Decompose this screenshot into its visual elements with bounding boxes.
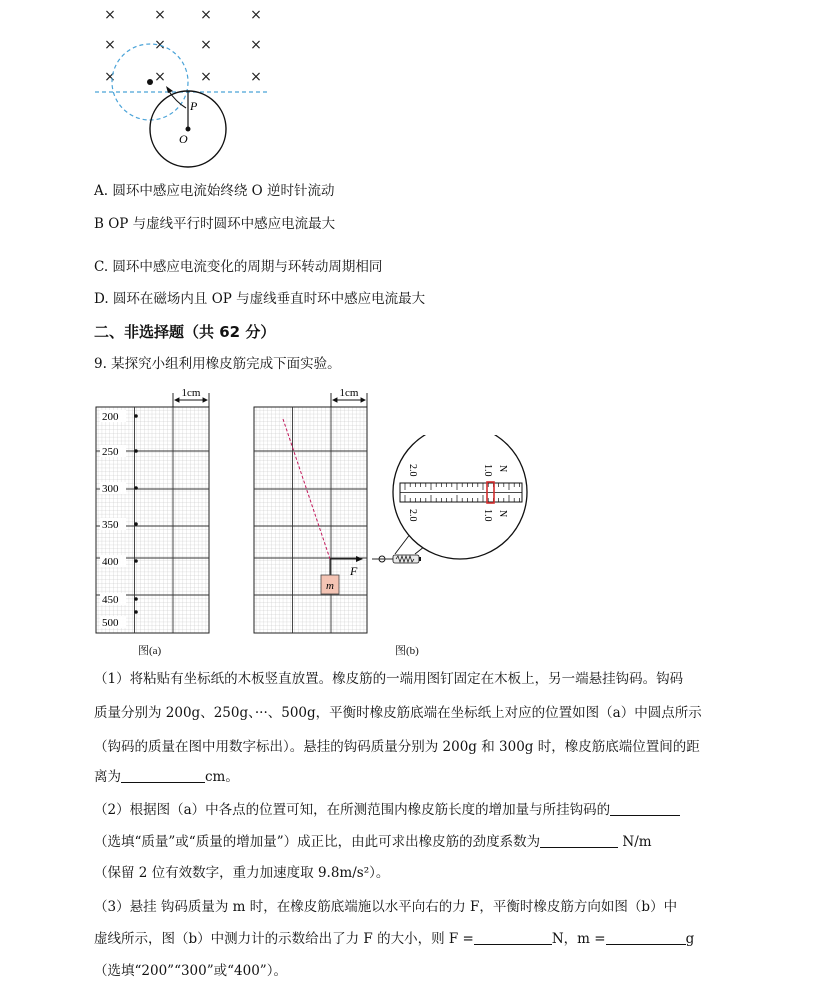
- part2-line2-prefix: （选填“质量”或“质量的增加量”）成正比，由此可求出橡皮筋的劲度系数为: [94, 834, 541, 850]
- part2-line2-unit: N/m: [622, 834, 652, 850]
- position-dot-400: [134, 559, 138, 563]
- gauge-bottom-right-number: 1.0: [482, 509, 493, 522]
- tick-label-300: 300: [102, 483, 119, 495]
- part3-line2-mid: N，m =: [551, 931, 606, 947]
- answer-blank-quantity[interactable]: [610, 801, 680, 816]
- label-o: O: [179, 132, 188, 146]
- option-c: C. 圆环中感应电流变化的周期与环转动周期相同: [94, 259, 383, 275]
- position-dot-300: [134, 486, 138, 490]
- answer-blank-mass[interactable]: [606, 930, 686, 945]
- tick-label-450: 450: [102, 594, 119, 606]
- force-label: F: [350, 564, 358, 578]
- part2-line1-text: （2）根据图（a）中各点的位置可知，在所测范围内橡皮筋长度的增加量与所挂钩码的: [94, 802, 611, 818]
- field-cross: ×: [154, 69, 166, 85]
- part3-line2-prefix: 虚线所示，图（b）中测力计的示数给出了力 F 的大小，则 F =: [94, 931, 474, 947]
- part2-line1: [94, 801, 680, 819]
- point-o-dot: [186, 127, 191, 132]
- tick-label-400: 400: [102, 556, 119, 568]
- section-heading: 二、非选择题（共 62 分）: [94, 323, 276, 341]
- gauge-top-left-number: 2.0: [407, 464, 418, 477]
- answer-blank-stiffness[interactable]: [540, 833, 618, 848]
- option-b: B OP 与虚线平行时圆环中感应电流最大: [94, 216, 336, 232]
- field-cross: ×: [250, 37, 262, 53]
- part2-line2: [94, 833, 652, 851]
- part1-line4: [94, 768, 239, 786]
- question-9-intro: 9. 某探究小组利用橡皮筋完成下面实验。: [94, 356, 341, 372]
- gauge-top-right-number: 1.0: [482, 464, 493, 477]
- answer-blank-distance[interactable]: [121, 768, 205, 783]
- field-cross: ×: [250, 69, 262, 85]
- scale-label: 1cm: [181, 387, 201, 399]
- position-dot-450: [134, 597, 138, 601]
- part1-line4-prefix: 离为: [94, 769, 121, 785]
- figure-a-caption: 图(a): [138, 645, 162, 657]
- position-dot-500: [134, 610, 138, 614]
- field-cross: ×: [154, 7, 166, 23]
- orbit-center-dot: [147, 79, 153, 85]
- part1-line2: 质量分别为 200g、250g、···、500g，平衡时橡皮筋底端在坐标纸上对应的位置如图（a）中圆点所示: [94, 705, 702, 721]
- part3-line2: [94, 930, 694, 948]
- gauge-top-unit: N: [497, 465, 508, 473]
- field-cross: ×: [154, 37, 166, 53]
- top-figure: [90, 0, 280, 172]
- answer-blank-force[interactable]: [474, 930, 552, 945]
- gauge-bottom-unit: N: [497, 510, 508, 518]
- gauge-bottom-left-number: 2.0: [407, 509, 418, 522]
- field-cross: ×: [200, 7, 212, 23]
- magnetic-field-crosses: [104, 7, 262, 85]
- field-cross: ×: [200, 37, 212, 53]
- tick-label-350: 350: [102, 519, 119, 531]
- field-cross: ×: [104, 7, 116, 23]
- position-dot-200: [134, 414, 138, 418]
- part2-line3: （保留 2 位有效数字，重力加速度取 9.8m/s²）。: [94, 865, 390, 881]
- tick-label-200: 200: [102, 411, 119, 423]
- tick-label-250: 250: [102, 446, 119, 458]
- part3-line3: （选填“200”“300”或“400”）。: [94, 963, 287, 979]
- figure-a-grid-paper: [94, 383, 214, 635]
- position-dot-350: [134, 522, 138, 526]
- field-cross: ×: [104, 37, 116, 53]
- part3-line2-suffix: g: [685, 931, 695, 947]
- tick-label-500: 500: [102, 617, 119, 629]
- scale-label: 1cm: [339, 387, 359, 399]
- part1-line4-suffix: cm。: [205, 769, 239, 785]
- part1-line3: （钩码的质量在图中用数字标出）。悬挂的钩码质量分别为 200g 和 300g 时，橡皮筋底端位置间的距: [94, 739, 700, 755]
- part3-line1: （3）悬挂 钩码质量为 m 时，在橡皮筋底端施以水平向右的力 F，平衡时橡皮筋方向如图（b）中: [94, 899, 678, 915]
- label-p: P: [190, 99, 198, 113]
- option-d: D. 圆环在磁场内且 OP 与虚线垂直时环中感应电流最大: [94, 291, 426, 307]
- field-cross: ×: [200, 69, 212, 85]
- mass-label: m: [326, 580, 334, 592]
- field-cross: ×: [104, 69, 116, 85]
- option-a: A. 圆环中感应电流始终绕 O 逆时针流动: [94, 183, 335, 199]
- spring-scale-figure: [365, 435, 535, 570]
- figure-b-caption: 图(b): [395, 645, 419, 657]
- position-dot-250: [134, 449, 138, 453]
- field-cross: ×: [250, 7, 262, 23]
- figure-b-grid-paper: [252, 383, 372, 635]
- part1-line1: （1）将粘贴有坐标纸的木板竖直放置。橡皮筋的一端用图钉固定在木板上，另一端悬挂钩码。钩码: [94, 671, 684, 687]
